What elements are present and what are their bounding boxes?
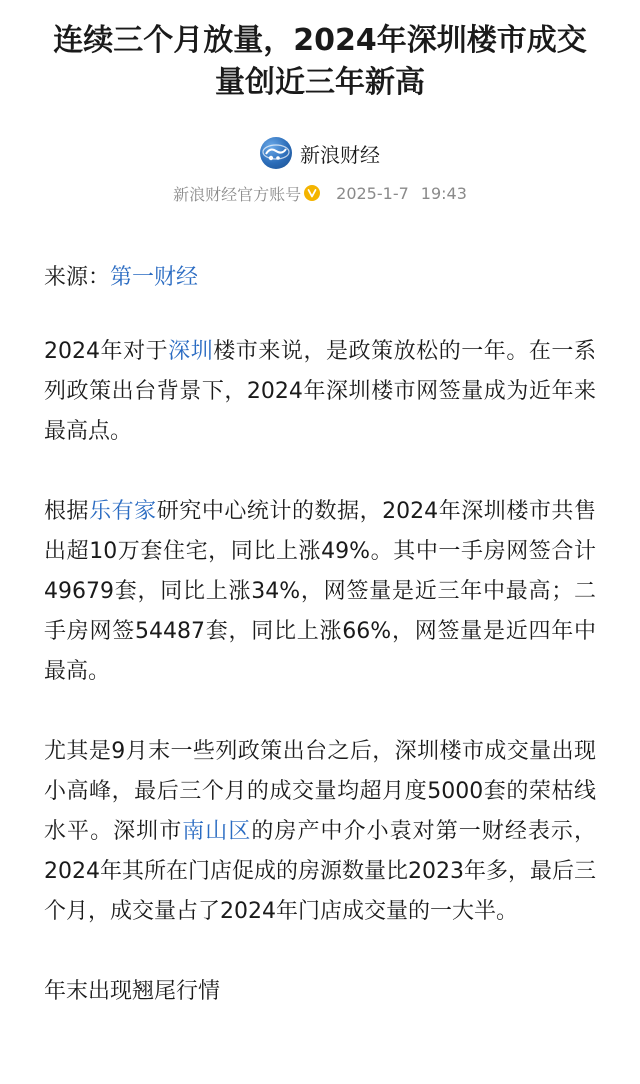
paragraph-2	[44, 492, 596, 692]
leyoujia-link[interactable]: 乐有家	[89, 499, 157, 524]
paragraph-3-text-a: 尤其是9月末一些列政策出台之后，深圳楼市成交量出现小高峰，最后三个月的成交量均超月度5000套的荣枯线水平。深圳市	[44, 739, 596, 844]
source-name[interactable]: 新浪财经	[300, 142, 380, 167]
source-line	[44, 258, 596, 298]
article-body	[44, 258, 596, 1012]
nanshan-district-link[interactable]: 南山区	[182, 819, 252, 844]
sina-finance-logo-icon[interactable]	[260, 137, 292, 169]
paragraph-3	[44, 732, 596, 932]
section-heading: 年末出现翘尾行情	[44, 979, 221, 1004]
shenzhen-link[interactable]: 深圳	[168, 339, 214, 364]
verified-icon	[304, 185, 320, 201]
paragraph-1	[44, 332, 596, 452]
source-prefix: 来源：	[44, 265, 111, 290]
paragraph-1-text-b: 楼市来说，是政策放松的一年。在一系列政策出台背景下，2024年深圳楼市网签量成为近年来最高点。	[44, 339, 596, 444]
paragraph-2-text-b: 研究中心统计的数据，2024年深圳楼市共售出超10万套住宅，同比上涨49%。其中一手房网签合计49679套，同比上涨34%，网签量是近三年中最高；二手房网签54487套，同比上涨66%，网签量是近四年中最高。	[44, 499, 596, 684]
paragraph-1-text-a: 2024年对于	[44, 339, 169, 364]
article-title: 连续三个月放量，2024年深圳楼市成交量创近三年新高	[53, 23, 587, 100]
source-link[interactable]: 第一财经	[110, 265, 199, 290]
publish-date: 2025-1-7	[336, 183, 409, 203]
paragraph-2-text-a: 根据	[44, 499, 90, 524]
publish-time: 19:43	[420, 183, 467, 203]
meta-row	[44, 180, 596, 206]
account-label: 新浪财经官方账号	[173, 184, 302, 204]
paragraph-3-text-b: 的房产中介小袁对第一财经表示，2024年其所在门店促成的房源数量比2023年多，最后三个月，成交量占了2024年门店成交量的一大半。	[44, 819, 596, 924]
source-row[interactable]	[44, 136, 596, 170]
